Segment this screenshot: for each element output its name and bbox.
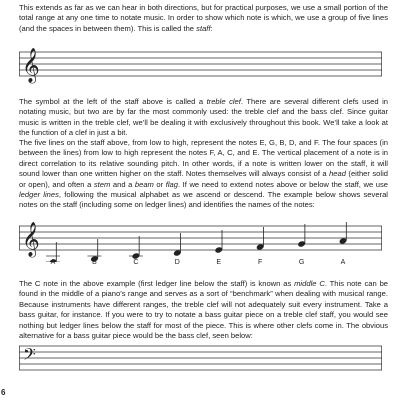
text: The five lines on the staff above, from low to high, represent the notes E, G, B, D, and F. The four spaces (in between the lines) from low to high represent the notes F, A, C, and E. The vertical placement of a note is in direct correlation to its relative sounding pitch. In other words, if a note is written lower on the staff, it will sound lower than one written higher on the staff. Notes themselves will always consist of a [19, 138, 388, 179]
bass-clef-icon: 𝄢 [23, 344, 36, 368]
text: and a [110, 179, 135, 189]
term-middle-c: middle C [294, 279, 325, 288]
term-stem: stem [93, 179, 111, 189]
note-label: F [258, 259, 263, 266]
text: or [153, 179, 166, 189]
term-staff: staff [196, 23, 211, 33]
paragraph-staff-notes [19, 138, 388, 211]
text: . This note can be found in the middle of a piano’s range and serves as a sort of “benchmark” when dealing with musical range. Because instruments have different ranges, the treble clef will not adequately suit every instrument. Take a bass guitar, for instance. If you were to try to notate a bass guitar piece on a treble clef staff, you would see nothing but ledger lines below the staff for most of the piece. This is where other clefs come in. The obvious alternative for a bass guitar piece would be the bass clef, seen below: [19, 279, 389, 341]
note-label: D [174, 259, 180, 266]
term-ledger-lines: ledger lines [19, 190, 59, 200]
note-label: C [133, 259, 139, 266]
note-label: G [298, 259, 305, 266]
paragraph-staff-intro [19, 3, 388, 34]
note-label: A [50, 259, 56, 266]
paragraph-treble-clef [19, 97, 388, 139]
note-name-row [19, 259, 382, 271]
text: . If we need to extend notes above or below the staff, we use [178, 179, 388, 189]
paragraph-middle-c [19, 279, 388, 341]
note-label: E [216, 259, 222, 266]
bass-staff-example [19, 344, 382, 374]
treble-clef-icon: 𝄞 [22, 48, 40, 83]
page-number: 6 [1, 388, 6, 397]
term-treble-clef: treble clef [206, 97, 241, 106]
text: The C note in the above example (first ledger line below the staff) is known as [19, 279, 295, 288]
text: : [210, 23, 213, 33]
text: (either solid or open), and often a [19, 169, 388, 189]
term-head: head [329, 169, 346, 179]
text: , following the musical alphabet as we ascend or descend. The example below shows several notes on the staff (including some on ledger lines) and identifies the names of the notes: [19, 190, 388, 210]
note-label: A [340, 259, 346, 266]
text: . There are several different clefs used in notating music, but two are by far the most commonly used: the treble clef and the bass clef. Since guitar music is written in the treble clef, we’ll be dealing it with exclusively throughout this book. We’ll take a look at the function of a clef in just a bit. [19, 97, 388, 138]
term-flag: flag [165, 179, 178, 189]
text: The symbol at the left of the staff above is called a [19, 97, 207, 106]
text: This extends as far as we can hear in both directions, but for practical purposes, we use a small portion of the total range at any one time to notate music. In order to show which note is which, we use a group of five lines (and the spaces in between them). This is called the [19, 3, 388, 33]
term-beam: beam [134, 179, 154, 189]
treble-staff-example [19, 44, 382, 84]
note-example-staff [19, 222, 382, 262]
note-label: B [92, 259, 97, 266]
treble-clef-icon: 𝄞 [22, 222, 40, 257]
